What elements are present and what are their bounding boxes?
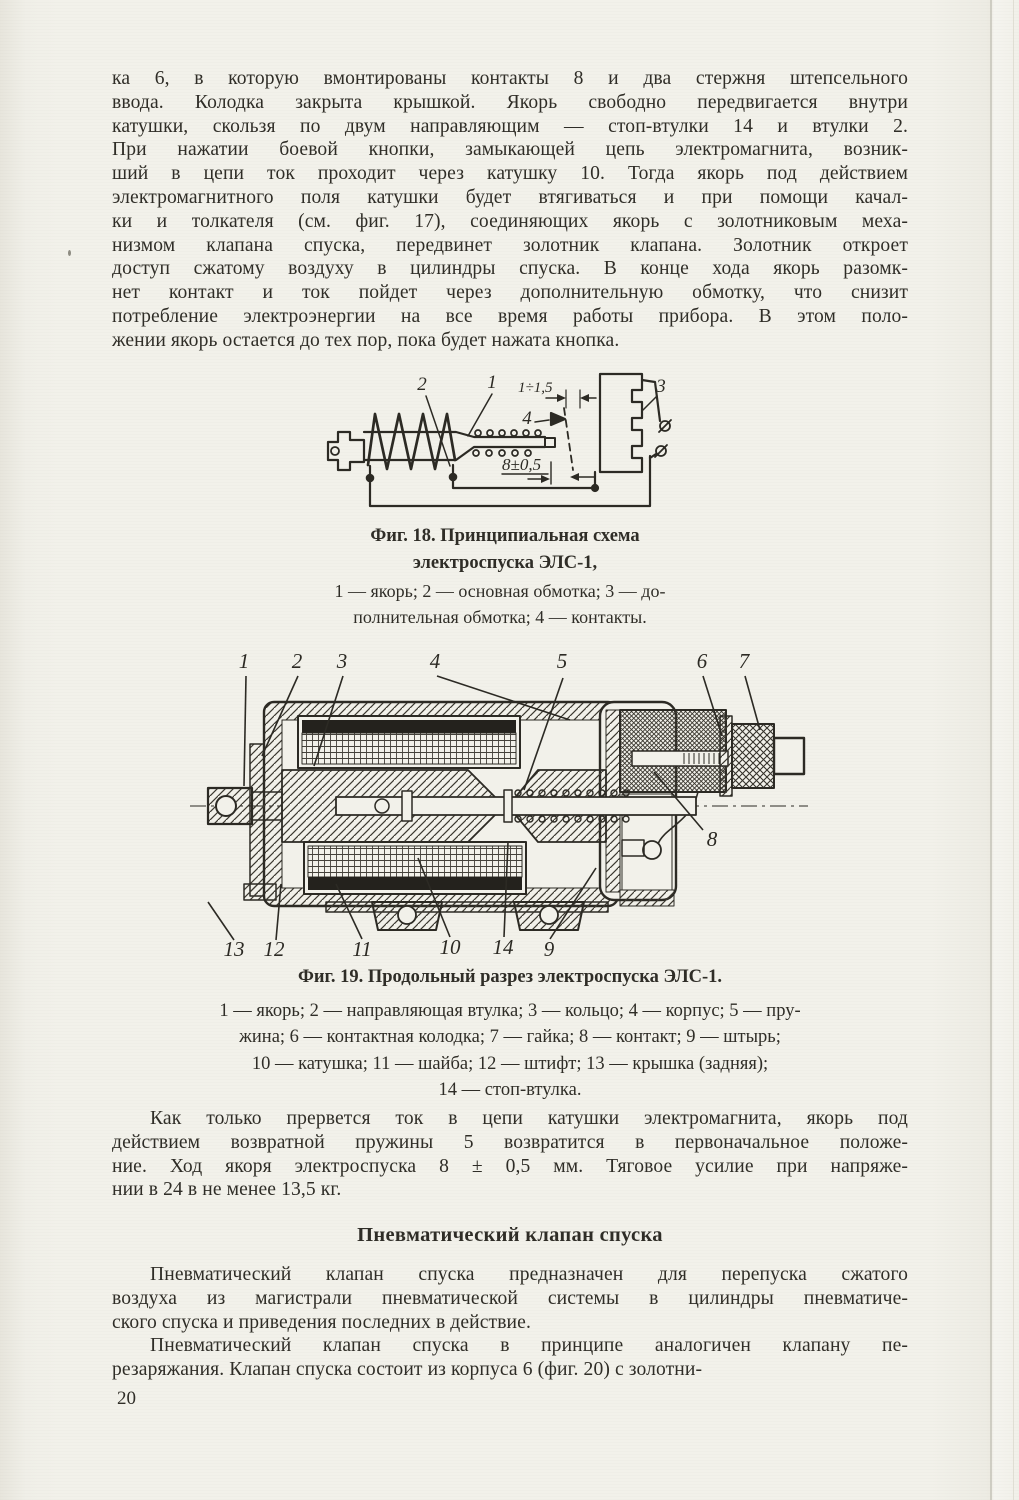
text-line: При нажатии боевой кнопки, замыкающей цепь электромагнита, возник- [112, 139, 908, 161]
text-line: низмом клапана спуска, передвинет золотник клапана. Золотник откроет [112, 234, 908, 256]
text-line: полнительная обмотка; 4 — контакты. [353, 606, 647, 627]
fig18-extra-winding-block [600, 374, 642, 472]
page-number: 20 [117, 1388, 136, 1409]
text-line: ки и толкателя (см. фиг. 17), соединяющих якорь с золотниковым меха- [112, 210, 908, 232]
fig19-nut [720, 716, 774, 796]
text-line: ка 6, в которую вмонтированы контакты 8 и два стержня штепсельного [112, 68, 908, 89]
text-line: резаряжания. Клапан спуска состоит из корпуса 6 (фиг. 20) с золотни- [112, 1358, 703, 1380]
figure-19-caption-text: Фиг. 19. Продольный разрез электроспуска ЭЛС-1. [297, 967, 723, 987]
fig18-arrowhead [580, 394, 589, 402]
fig18-contact-gap-line [564, 408, 573, 470]
fig19-callout-9: 9 [543, 937, 555, 961]
text-line: 14 — стоп-втулка. [438, 1079, 582, 1100]
text-line: жина; 6 — контактная колодка; 7 — гайка; 8 — контакт; 9 — штырь; [239, 1027, 781, 1048]
paragraph-intro [112, 67, 908, 353]
fig18-arrowhead [541, 475, 550, 483]
fig18-label-main-winding: 2 [417, 374, 427, 395]
text-line: нет контакт и ток пойдет через дополнительную обмотку, что снизит [112, 282, 908, 304]
fig18-label-extra-winding: 3 [656, 376, 666, 397]
fig19-contact-block [620, 710, 728, 792]
fig18-wires [370, 380, 660, 506]
fig18-terminal-lower [655, 445, 667, 457]
page-edge-line [990, 0, 992, 1500]
figure-18-caption-title [300, 523, 710, 576]
fig18-winding-turns [473, 430, 541, 456]
fig19-callout-2: 2 [291, 649, 303, 673]
text-line: 1 — якорь; 2 — направляющая втулка; 3 — кольцо; 4 — корпус; 5 — пру- [219, 1001, 801, 1021]
fig19-callout-14: 14 [492, 935, 514, 959]
text-line: ввода. Колодка закрыта крышкой. Якорь свободно передвигается внутри [112, 91, 908, 113]
fig19-top-coil [298, 716, 520, 768]
text-line: ший в цепи ток проходит через катушку 10. Тогда якорь под действием [112, 163, 908, 185]
fig18-label-armature: 1 [487, 372, 497, 393]
fig18-arrowhead [557, 394, 566, 402]
fig18-junction-dot [367, 475, 373, 481]
paragraph-valve-purpose [112, 1263, 908, 1334]
fig18-junction-dot [450, 474, 456, 480]
text-line: действием возвратной пружины 5 возвратится в первоначальное положе- [112, 1131, 908, 1153]
fig18-label-contacts: 4 [522, 408, 532, 429]
fig19-callout-11: 11 [352, 937, 372, 961]
next-page-edge-line [1013, 0, 1014, 1500]
fig19-callout-10: 10 [439, 935, 461, 959]
text-line: нии в 24 в не менее 13,5 кг. [112, 1179, 342, 1201]
text-line: электромагнитного поля катушки будет втягиваться и при помощи качал- [112, 186, 908, 208]
figure-19-cross-section [186, 644, 846, 962]
text-line: Фиг. 18. Принципиальная схема [370, 526, 640, 546]
text-line: 10 — катушка; 11 — шайба; 12 — штифт; 13 — крышка (задняя); [251, 1053, 769, 1074]
text-line: воздуха из магистрали пневматической системы в цилиндры пневматиче- [112, 1287, 908, 1309]
section-heading: Пневматический клапан спуска [357, 1224, 663, 1246]
scan-speck [68, 250, 71, 256]
fig19-callout-12: 12 [263, 937, 285, 961]
fig19-callout-3: 3 [336, 649, 348, 673]
fig18-gap-dimension-text: 1÷1,5 [518, 380, 553, 396]
text-line: Пневматический клапан спуска предназначен для перепуска сжатого [150, 1264, 908, 1285]
fig18-arrowhead [570, 473, 579, 481]
text-line: ского спуска и приведения последних в действие. [112, 1311, 531, 1333]
fig19-callout-6: 6 [696, 649, 708, 673]
text-line: 1 — якорь; 2 — основная обмотка; 3 — до- [334, 581, 666, 601]
text-line: доступ сжатому воздуху в цилиндры спуска. В конце хода якорь разомк- [112, 258, 908, 280]
paragraph-operation [112, 1107, 908, 1202]
fig18-contact-wedge [551, 413, 565, 425]
figure-19-legend [130, 998, 890, 1103]
fig19-terminal-stud [774, 738, 804, 774]
figure-18-legend [265, 579, 735, 630]
fig18-stroke-dimension-text: 8±0,5 [502, 455, 542, 474]
text-line: Пневматический клапан спуска в принципе аналогичен клапану пе- [150, 1335, 908, 1356]
fig18-armature-plug [328, 432, 364, 470]
paragraph-valve-design [112, 1334, 908, 1382]
text-line: ние. Ход якоря электроспуска 8 ± 0,5 мм. Тяговое усилие при напряже- [112, 1155, 908, 1177]
text-line: Как только прервется ток в цепи катушки электромагнита, якорь под [150, 1108, 908, 1129]
text-line: жении якорь остается до тех пор, пока будет нажата кнопка. [112, 329, 620, 351]
fig19-callout-4: 4 [429, 649, 441, 673]
fig19-callout-5: 5 [556, 649, 568, 673]
fig19-callout-1: 1 [238, 649, 250, 673]
fig19-callout-13: 13 [223, 937, 245, 961]
fig19-callout-8: 8 [706, 827, 718, 851]
figure-19-caption-title [160, 967, 860, 988]
fig19-left-rod [208, 788, 282, 824]
text-line: потребление электроэнергии на все время работы прибора. В этом поло- [112, 305, 908, 327]
fig18-terminal-upper [659, 420, 671, 432]
fig18-junction-dot [592, 485, 598, 491]
fig19-callout-7: 7 [738, 649, 750, 673]
text-line: катушки, скользя по двум направляющим — стоп-втулки 14 и втулки 2. [112, 115, 908, 137]
text-line: электроспуска ЭЛС-1, [412, 552, 598, 573]
figure-18-schematic [308, 366, 708, 526]
fig18-leader-lines [426, 394, 657, 466]
